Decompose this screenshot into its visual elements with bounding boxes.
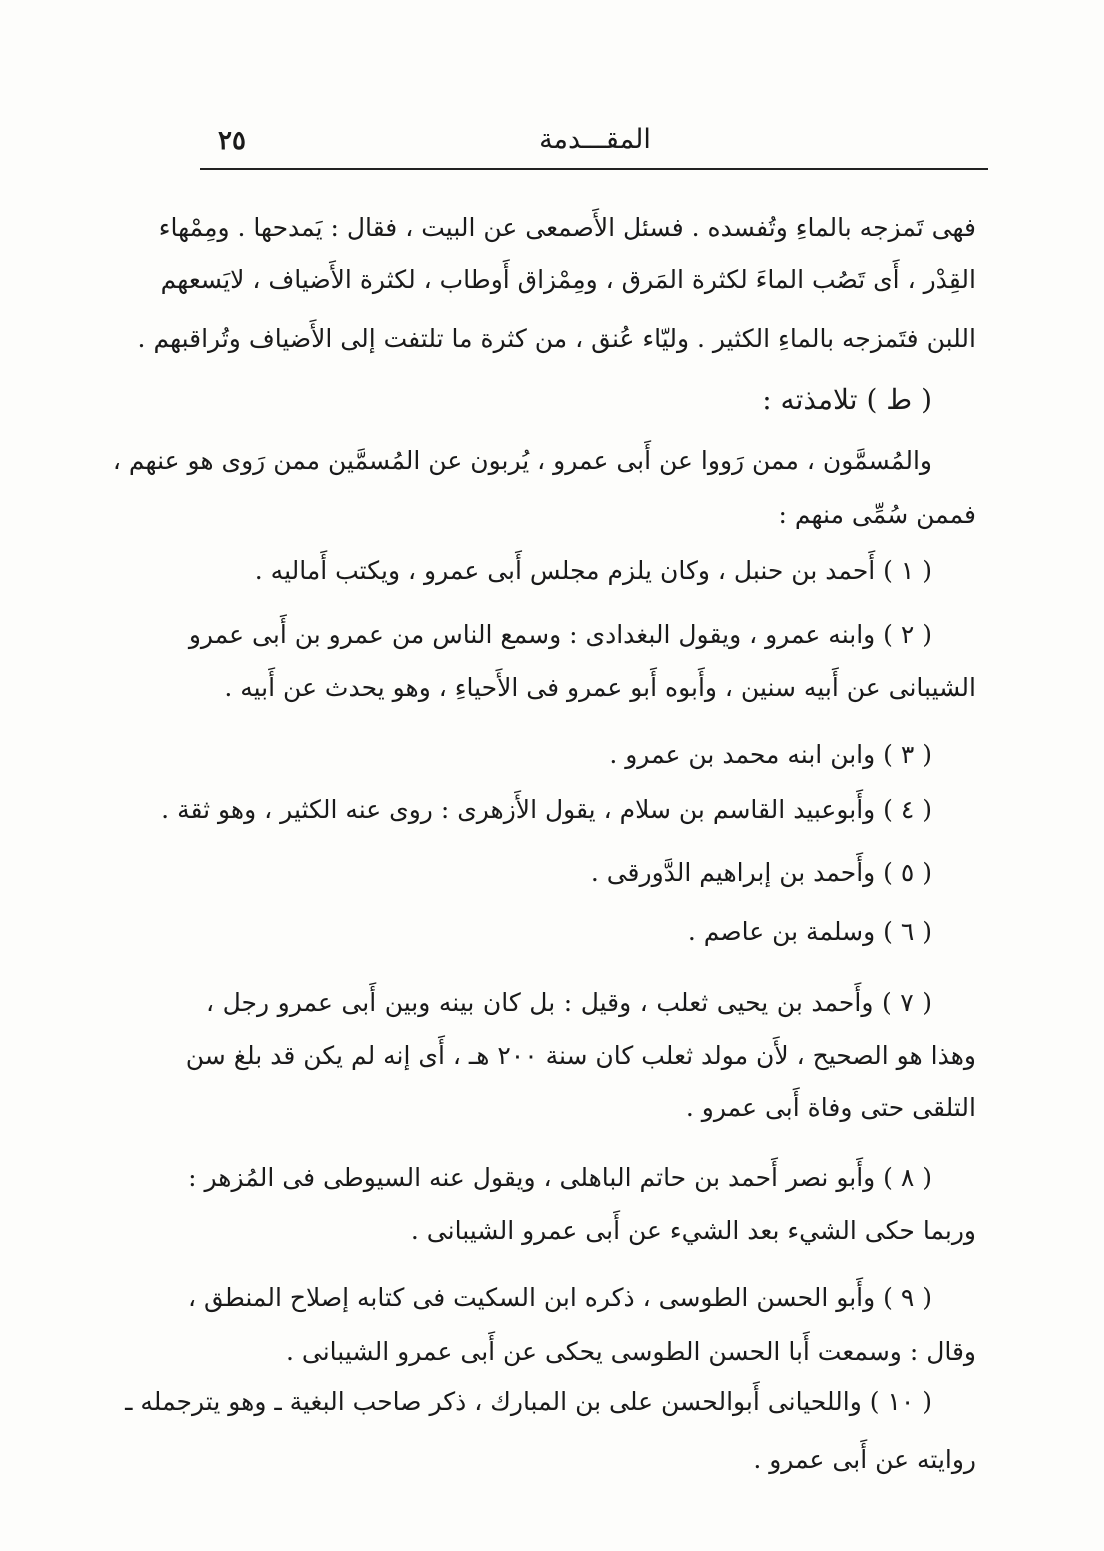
text-line: الشيبانى عن أَبيه سنين ، وأَبوه أَبو عمرو فى الأَحياءِ ، وهو يحدث عن أَبيه .: [224, 673, 976, 702]
text-line: وربما حكى الشيء بعد الشيء عن أَبى عمرو الشيبانى .: [410, 1216, 976, 1245]
page-number: ٢٥: [218, 126, 246, 156]
list-item: ( ١٠ ) واللحيانى أَبوالحسن على بن المبارك ، ذكر صاحب البغية ـ وهو يترجمله ـ: [125, 1387, 932, 1416]
text-line: وهذا هو الصحيح ، لأَن مولد ثعلب كان سنة ٢٠٠ هـ ، أَى إنه لم يكن قد بلغ سن: [185, 1041, 976, 1070]
text-line: التلقى حتى وفاة أَبى عمرو .: [685, 1093, 976, 1122]
text-line: القِدْر ، أَى تَصُب الماءَ لكثرة المَرق ، ومِمْزاق أَوطاب ، لكثرة الأَضياف ، لايَسعهم: [160, 265, 976, 294]
list-item: ( ٣ ) وابن ابنه محمد بن عمرو .: [609, 740, 932, 769]
list-item: ( ١ ) أَحمد بن حنبل ، وكان يلزم مجلس أَبى عمرو ، ويكتب أَماليه .: [254, 556, 932, 585]
running-title: المقـــدمة: [539, 124, 651, 155]
text-line: اللبن فتَمزجه بالماءِ الكثير . وليّاء عُنق ، من كثرة ما تلتفت إلى الأَضياف وتُراقبهم .: [137, 324, 976, 353]
list-item: ( ٩ ) وأَبو الحسن الطوسى ، ذكره ابن السكيت فى كتابه إصلاح المنطق ،: [187, 1283, 932, 1312]
text-line: وقال : وسمعت أَبا الحسن الطوسى يحكى عن أَبى عمرو الشيبانى .: [285, 1337, 976, 1366]
text-line: فهى تَمزجه بالماءِ وتُفسده . فسئل الأَصمعى عن البيت ، فقال : يَمدحها . ومِمْهاء: [158, 213, 976, 242]
list-item: ( ٥ ) وأَحمد بن إبراهيم الدَّورقى .: [590, 858, 932, 887]
page-header: [200, 118, 990, 158]
list-item: ( ٨ ) وأَبو نصر أَحمد بن حاتم الباهلى ، ويقول عنه السيوطى فى المُزهر :: [188, 1163, 932, 1192]
list-item: ( ٢ ) وابنه عمرو ، ويقول البغدادى : وسمع الناس من عمرو بن أَبى عمرو: [188, 620, 932, 649]
text-line: فممن سُمِّى منهم :: [778, 500, 976, 529]
list-item: ( ٤ ) وأَبوعبيد القاسم بن سلام ، يقول الأَزهرى : روى عنه الكثير ، وهو ثقة .: [161, 795, 932, 824]
list-item: ( ٧ ) وأَحمد بن يحيى ثعلب ، وقيل : بل كان بينه وبين أَبى عمرو رجل ،: [206, 988, 932, 1017]
text-line: روايته عن أَبى عمرو .: [753, 1445, 976, 1474]
section-heading: ( ط ) تلامذته :: [762, 383, 932, 416]
header-divider: [200, 168, 988, 170]
text-line: والمُسمَّون ، ممن رَووا عن أَبى عمرو ، يُربون عن المُسمَّين ممن رَوى هو عنهم ،: [112, 446, 932, 475]
list-item: ( ٦ ) وسلمة بن عاصم .: [687, 917, 932, 946]
